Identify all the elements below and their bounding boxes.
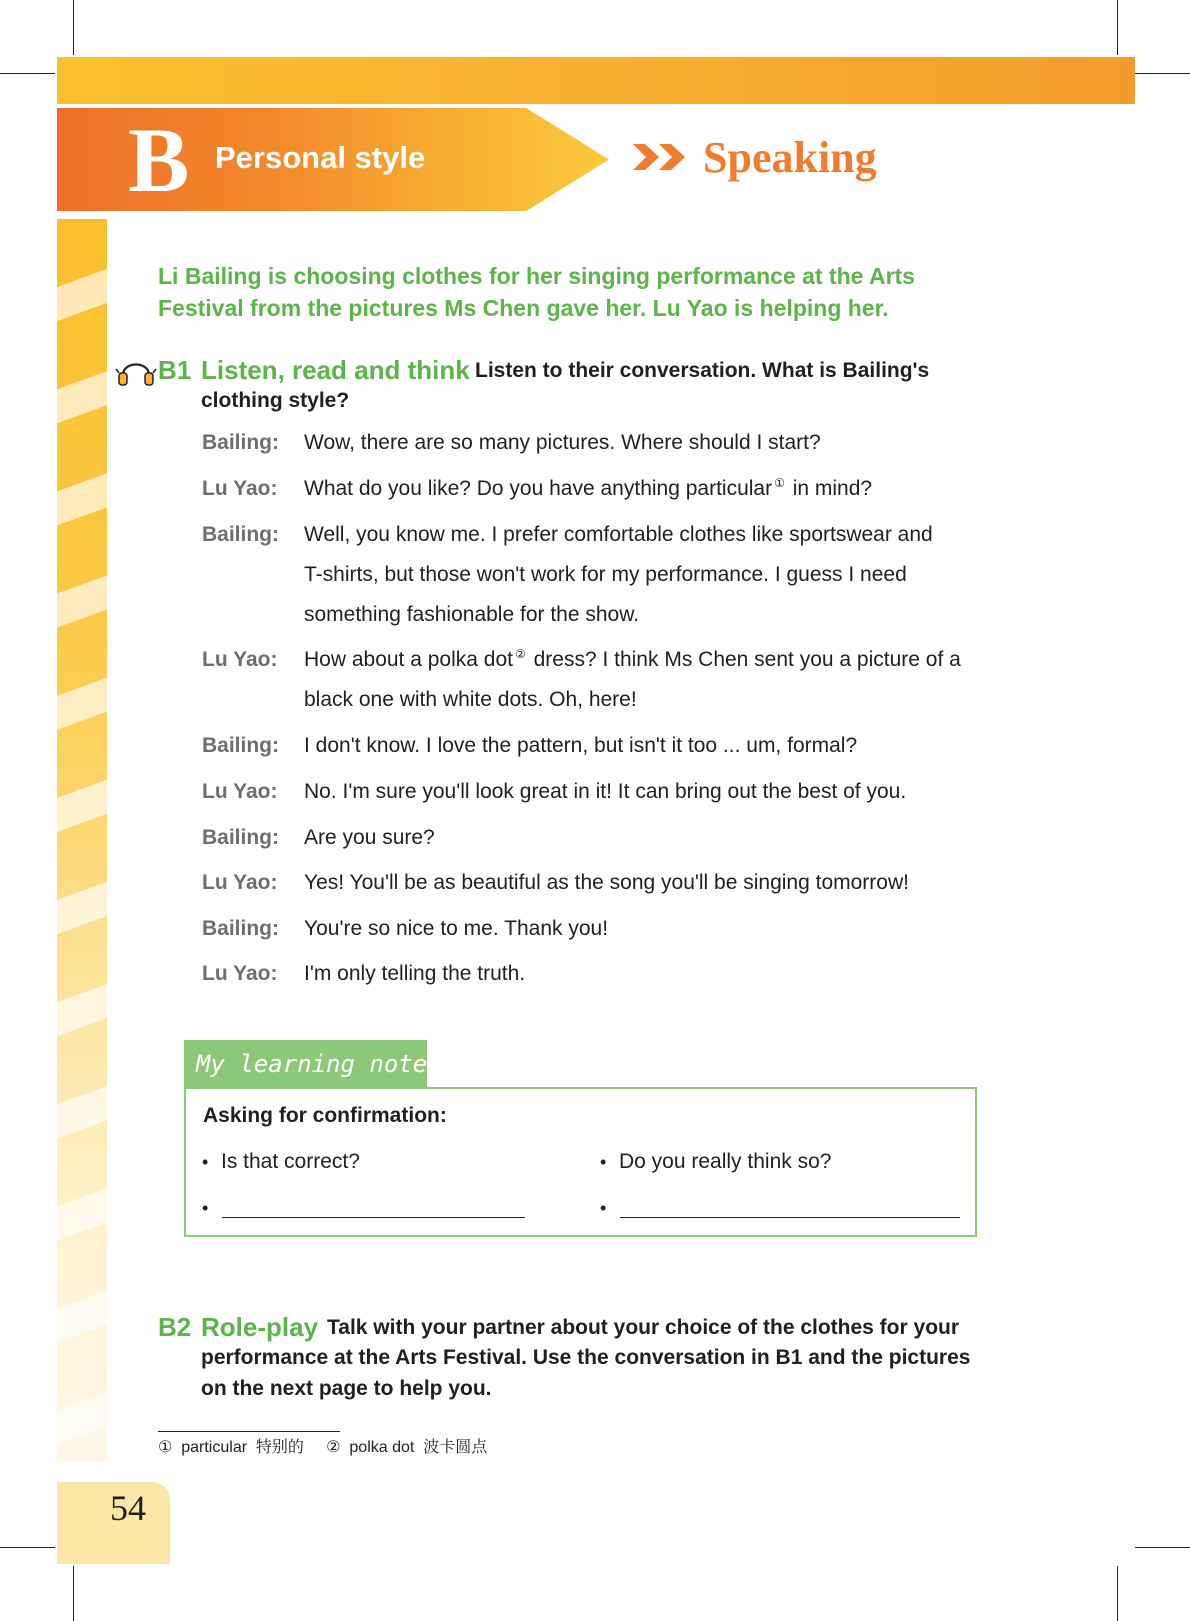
learning-notes-tab-label: My learning notes	[196, 1050, 442, 1078]
dialog-speaker: Bailing:	[202, 734, 279, 757]
fill-in-blank[interactable]	[222, 1217, 525, 1218]
dialog-speaker: Bailing:	[202, 523, 279, 546]
b1-label: B1	[158, 355, 192, 385]
dialog-line: Wow, there are so many pictures. Where should I start?	[304, 431, 821, 454]
learning-notes-item: Is that correct?	[221, 1150, 360, 1173]
footnote-marker: ②	[514, 647, 526, 661]
b1-instruction-line1: Listen to their conversation. What is Bailing's	[475, 359, 930, 382]
dialog-speaker: Lu Yao:	[202, 780, 278, 803]
b2-title: Role-play	[201, 1312, 319, 1342]
dialog-speaker: Lu Yao:	[202, 477, 278, 500]
dialog-line-part: How about a polka dot	[304, 648, 513, 671]
headphone-icon	[115, 355, 157, 389]
bullet: •	[600, 1152, 607, 1172]
footnote-marker: ①	[774, 476, 785, 490]
dialog-speaker: Lu Yao:	[202, 871, 278, 894]
fill-in-blank[interactable]	[620, 1217, 960, 1218]
b2-instruction-line1: Talk with your partner about your choice of the clothes for your	[327, 1316, 960, 1339]
dialog-speaker: Bailing:	[202, 826, 279, 849]
dialog-line	[304, 469, 1004, 509]
bullet: •	[202, 1198, 209, 1218]
dialog-line-part: What do you like? Do you have anything particular	[304, 477, 773, 500]
dialog-line: You're so nice to me. Thank you!	[304, 917, 609, 940]
crop-mark	[1117, 0, 1118, 55]
double-chevron-icon	[633, 142, 689, 172]
dialog-line: No. I'm sure you'll look great in it! It can bring out the best of you.	[304, 780, 907, 803]
page-number: 54	[110, 1488, 146, 1528]
dialog-line: Are you sure?	[304, 826, 435, 849]
dialog-speaker: Lu Yao:	[202, 962, 278, 985]
learning-notes-item: Do you really think so?	[619, 1150, 832, 1173]
crop-mark	[1117, 1566, 1118, 1621]
dialog-line-part: dress? I think Ms Chen sent you a picture of a	[533, 648, 961, 671]
unit-letter: B	[128, 109, 190, 211]
crop-mark	[73, 1566, 74, 1621]
crop-mark	[73, 0, 74, 55]
section-speaking-label: Speaking	[703, 133, 877, 182]
dialog-line: black one with white dots. Oh, here!	[304, 688, 637, 711]
crop-mark	[0, 1547, 55, 1548]
side-stripe-pattern	[57, 219, 107, 1461]
dialog-line: I don't know. I love the pattern, but isn't it too ... um, formal?	[304, 734, 858, 757]
unit-title: Personal style	[215, 140, 426, 175]
dialog-line-part: in mind?	[792, 477, 873, 500]
crop-mark	[1135, 73, 1190, 74]
learning-notes-heading: Asking for confirmation:	[203, 1104, 447, 1127]
header-top-bar	[57, 57, 1135, 104]
b2-label: B2	[158, 1312, 192, 1342]
dialog-line: I'm only telling the truth.	[304, 962, 526, 985]
bullet: •	[202, 1152, 209, 1172]
dialog-speaker: Bailing:	[202, 917, 279, 940]
crop-mark	[1135, 1547, 1190, 1548]
crop-mark	[0, 73, 55, 74]
dialog-line	[304, 640, 1004, 680]
b1-instruction-line2: clothing style?	[201, 389, 350, 412]
intro-text: Li Bailing is choosing clothes for her singing performance at the Arts Festival from the pictures Ms Chen gave her. Lu Yao is helping her.	[158, 263, 915, 321]
b1-title: Listen, read and think	[201, 355, 470, 385]
footnote-rule	[158, 1431, 340, 1432]
bullet: •	[600, 1198, 607, 1218]
dialog-line: T-shirts, but those won't work for my performance. I guess I need	[304, 563, 907, 586]
b2-instruction-line2: performance at the Arts Festival. Use the conversation in B1 and the pictures	[201, 1346, 971, 1369]
dialog-line: something fashionable for the show.	[304, 603, 640, 626]
footnotes: ① particular 特别的 ② polka dot 波卡圆点	[158, 1439, 488, 1456]
dialog-line: Well, you know me. I prefer comfortable clothes like sportswear and	[304, 523, 933, 546]
b2-instruction-line3: on the next page to help you.	[201, 1377, 492, 1400]
dialog-line: Yes! You'll be as beautiful as the song you'll be singing tomorrow!	[304, 871, 909, 894]
dialog-speaker: Lu Yao:	[202, 648, 278, 671]
dialog-speaker: Bailing:	[202, 431, 279, 454]
